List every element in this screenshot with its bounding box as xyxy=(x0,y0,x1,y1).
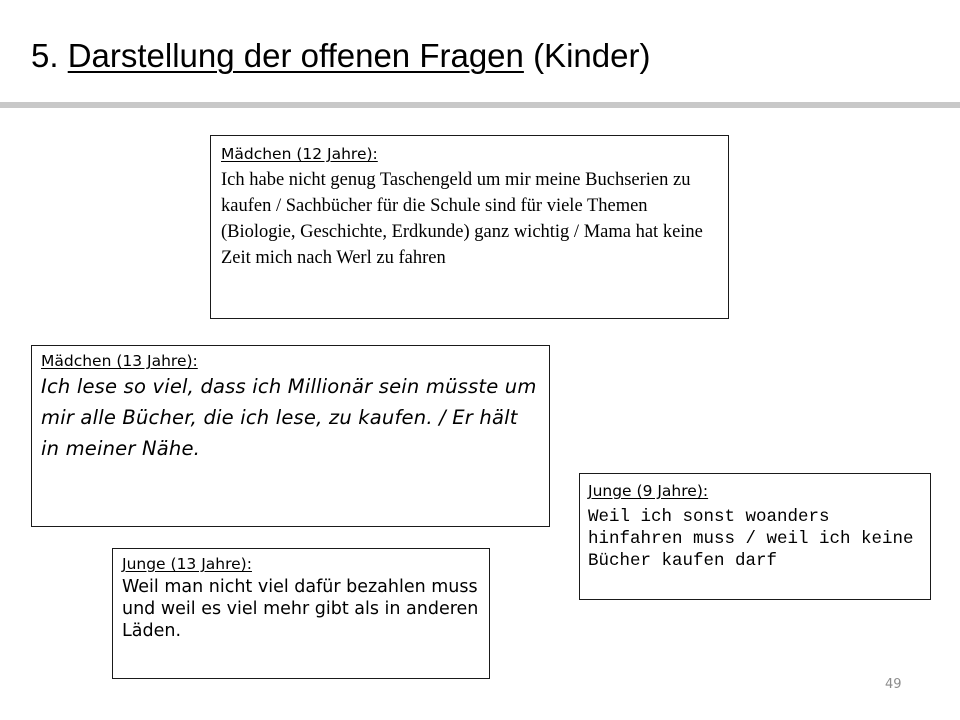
quote-box-girl-12 xyxy=(210,135,729,319)
quote-text: Ich lese so viel, dass ich Millionär sein müsste um mir alle Bücher, die ich lese, zu kaufen. / Er hält in meiner Nähe. xyxy=(41,375,537,460)
quote-text: Ich habe nicht genug Taschengeld um mir meine Buchserien zu kaufen / Sachbücher für die Schule sind für viele Themen (Biologie, Geschichte, Erdkunde) ganz wichtig / Mama hat keine Zeit mich nach Werl zu fahren xyxy=(221,170,703,268)
quote-box-boy-13 xyxy=(112,548,490,679)
title-divider xyxy=(0,102,960,108)
quote-box-girl-13 xyxy=(31,345,550,527)
quote-text: Weil ich sonst woanders hinfahren muss / weil ich keine Bücher kaufen darf xyxy=(588,507,914,571)
title-suffix: (Kinder) xyxy=(533,37,651,74)
quote-label: Junge (9 Jahre): xyxy=(588,482,709,500)
quote-box-boy-9 xyxy=(579,473,931,600)
quote-label: Mädchen (13 Jahre): xyxy=(41,352,198,370)
quote-label: Junge (13 Jahre): xyxy=(122,555,252,573)
page-number: 49 xyxy=(885,677,902,692)
title-number: 5. xyxy=(31,37,59,74)
quote-text: Weil man nicht viel dafür bezahlen muss und weil es viel mehr gibt als in anderen Läden. xyxy=(122,577,479,641)
quote-label: Mädchen (12 Jahre): xyxy=(221,145,378,163)
slide-title xyxy=(31,36,650,76)
title-underlined: Darstellung der offenen Fragen xyxy=(67,37,524,74)
